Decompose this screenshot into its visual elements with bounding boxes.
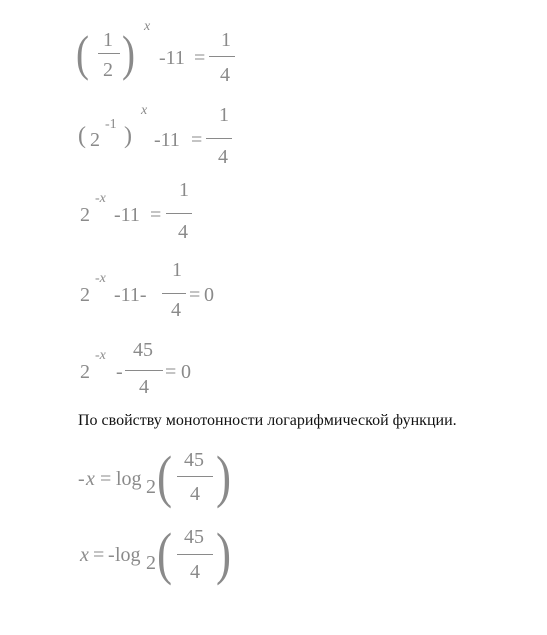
negation-sign: - (108, 544, 115, 566)
rhs-denominator: 4 (178, 221, 188, 243)
exponent: -x (95, 191, 106, 206)
equals-sign: = (189, 284, 201, 306)
equals-sign: = (165, 361, 177, 383)
fraction-numerator: 1 (172, 259, 182, 281)
rhs-numerator: 1 (179, 179, 189, 201)
lhs-sign: - (78, 468, 85, 490)
inner-exponent: -1 (105, 117, 117, 132)
rhs-fraction-bar (206, 138, 232, 139)
base: 2 (80, 361, 90, 383)
fraction-denominator: 4 (190, 561, 200, 583)
equals-sign: = (150, 204, 162, 226)
rhs-denominator: 4 (218, 146, 228, 168)
log-function: log (115, 544, 141, 566)
equals-sign: = (100, 468, 112, 490)
right-paren: ) (122, 25, 135, 81)
right-paren: ) (124, 123, 132, 149)
fraction-numerator: 1 (103, 29, 113, 51)
log-base: 2 (146, 552, 156, 574)
fraction-denominator: 2 (103, 59, 113, 81)
fraction-bar (162, 293, 186, 294)
fraction-numerator: 45 (184, 449, 204, 471)
fraction-denominator: 4 (171, 299, 181, 321)
left-paren: ( (76, 25, 89, 81)
left-paren: ( (157, 521, 173, 586)
equals-sign: = (194, 47, 206, 69)
rhs-denominator: 4 (220, 64, 230, 86)
fraction-bar (98, 53, 120, 54)
left-paren: ( (157, 444, 173, 509)
right-paren: ) (216, 521, 232, 586)
fraction-bar (177, 554, 213, 555)
rhs-fraction-bar (166, 213, 192, 214)
constant-term: -11 (154, 129, 180, 151)
rhs-fraction-bar (209, 56, 235, 57)
exponent: -x (95, 348, 106, 363)
middle-terms: -11- (114, 284, 147, 306)
rhs-numerator: 1 (221, 29, 231, 51)
log-function: log (116, 468, 142, 490)
exponent: -x (95, 271, 106, 286)
right-paren: ) (216, 444, 232, 509)
lhs-variable: x (80, 544, 89, 566)
fraction-numerator: 45 (133, 339, 153, 361)
fraction-numerator: 45 (184, 526, 204, 548)
equals-sign: = (93, 544, 105, 566)
exponent: x (141, 103, 148, 118)
left-paren: ( (78, 123, 86, 149)
constant-term: -11 (114, 204, 140, 226)
minus-sign: - (116, 361, 123, 383)
fraction-bar (125, 370, 163, 371)
rhs-value: 0 (181, 361, 191, 383)
exponent: x (144, 19, 151, 34)
constant-term: -11 (159, 47, 185, 69)
log-base: 2 (146, 476, 156, 498)
base: 2 (80, 284, 90, 306)
rhs-value: 0 (204, 284, 214, 306)
fraction-denominator: 4 (190, 483, 200, 505)
lhs-variable: x (86, 468, 95, 490)
base: 2 (90, 129, 100, 151)
equals-sign: = (191, 129, 203, 151)
explanation-text: По свойству монотонности логарифмической функции. (78, 412, 457, 429)
rhs-numerator: 1 (219, 104, 229, 126)
base: 2 (80, 204, 90, 226)
fraction-denominator: 4 (139, 376, 149, 398)
fraction-bar (177, 476, 213, 477)
